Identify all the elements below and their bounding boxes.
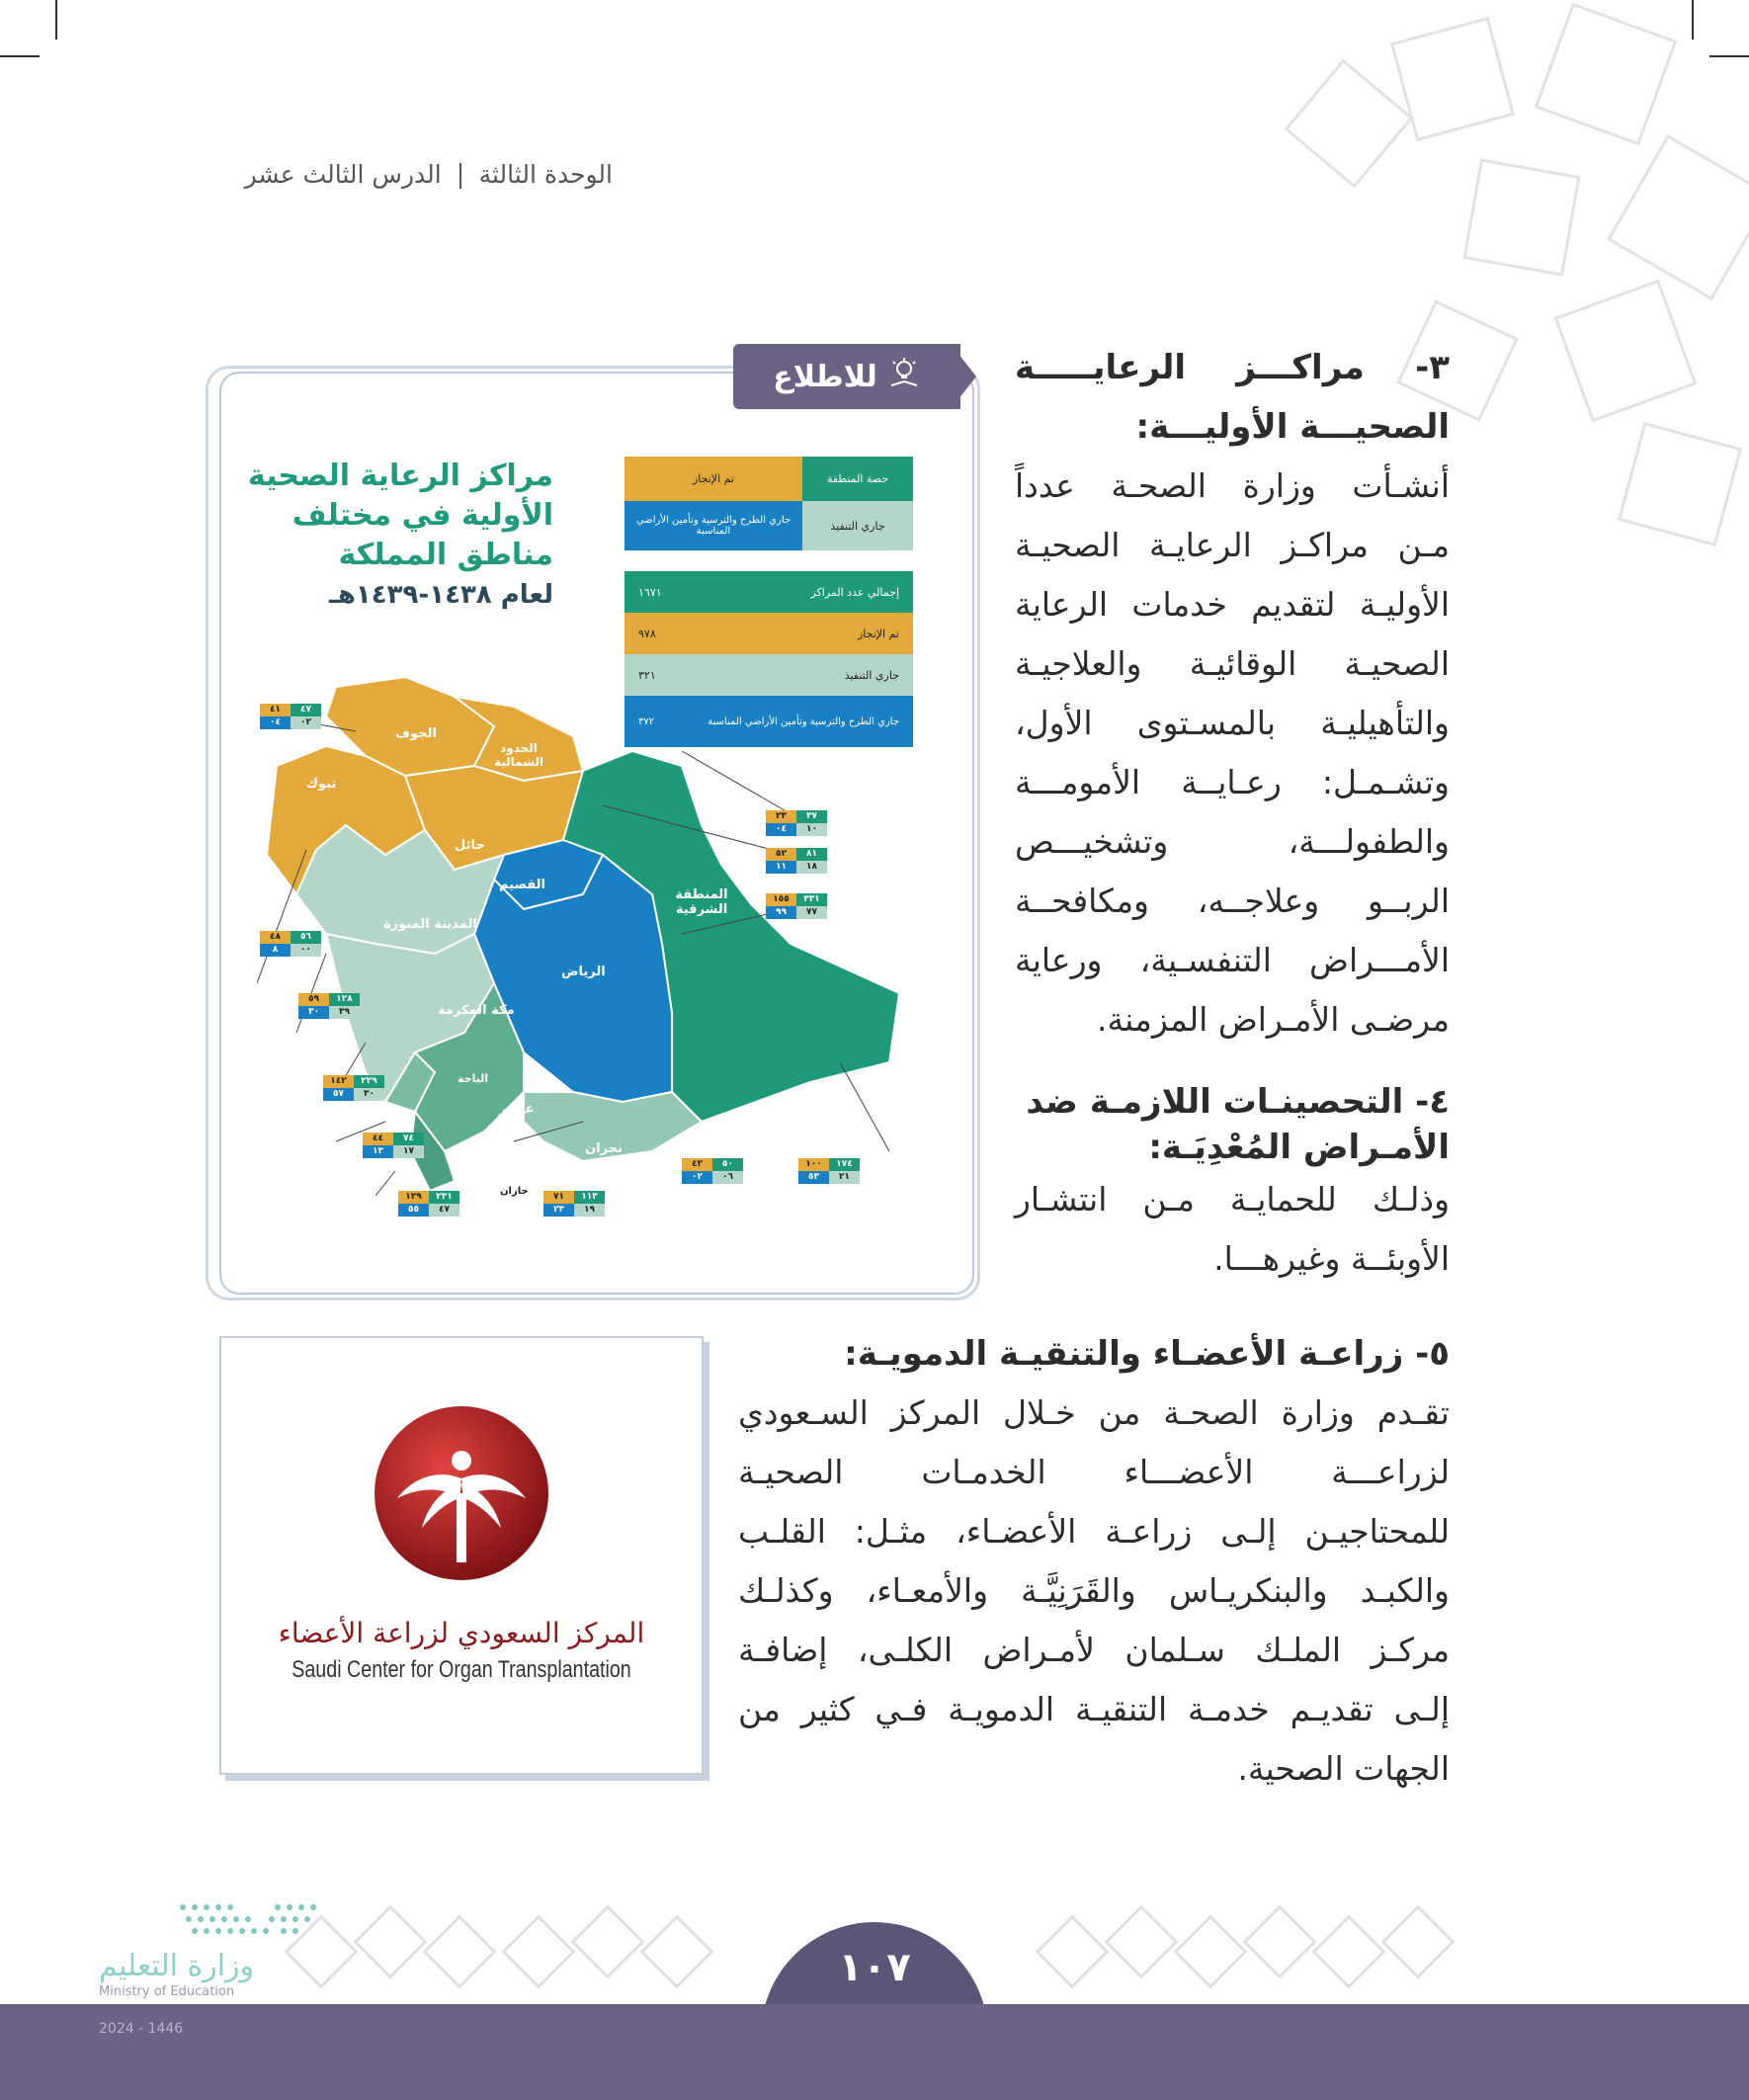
- section-3-title: الصحيـــة الأوليـــة:: [1135, 407, 1450, 447]
- stat-cell: ٣٣١: [796, 893, 827, 906]
- stat-cell: ١٧: [393, 1145, 424, 1158]
- paragraph-line: الصحيـة الوقائيـة والعلاجيـة: [1015, 644, 1450, 683]
- stat-cell: ٠٢: [682, 1171, 712, 1184]
- unit-label: الوحدة الثالثة: [478, 160, 613, 189]
- region-stat-box: [298, 993, 360, 1019]
- region-label-baha: الباحة: [458, 1072, 489, 1085]
- stat-cell: ٣٩: [329, 1006, 360, 1019]
- crop-mark: [0, 55, 40, 57]
- logo-arabic-text: المركز السعودي لزراعة الأعضاء: [278, 1617, 645, 1649]
- lesson-label: الدرس الثالث عشر: [244, 160, 442, 189]
- stat-cell: ٥٠: [712, 1158, 743, 1171]
- crop-mark: [55, 0, 57, 40]
- stat-cell: ١١٣: [574, 1191, 605, 1204]
- region-label-jazan: جازان: [500, 1186, 529, 1197]
- region-label-najran: نجران: [585, 1141, 623, 1156]
- map-title-line: مناطق المملكة: [338, 538, 553, 572]
- map-year: لعام ١٤٣٨-١٤٣٩هـ: [329, 580, 553, 610]
- stat-cell: ١٧٤: [829, 1158, 860, 1171]
- section-5-title: ٥- زراعـة الأعضـاء والتنقيـة الدمويـة:: [844, 1334, 1450, 1374]
- total-value: ١٦٧١: [638, 585, 662, 599]
- total-label: تم الإنجاز: [857, 627, 899, 640]
- stat-cell: ٠٢: [291, 716, 321, 729]
- region-stat-box: [323, 1075, 384, 1101]
- total-row: [625, 571, 913, 613]
- map-title-line: الأولية في مختلف: [292, 498, 553, 533]
- ministry-name: وزارة التعليم: [99, 1949, 255, 1983]
- stat-cell: ١٤٢: [323, 1075, 354, 1088]
- stat-cell: ٣٠: [354, 1088, 384, 1101]
- paragraph-line: للمحتاجيـن إلـى زراعـة الأعضـاء، مثـل: القلـب: [738, 1512, 1450, 1551]
- stat-cell: ٠٤: [766, 823, 796, 836]
- region-label-asir: عسير: [499, 1102, 535, 1117]
- stat-cell: ٢١: [829, 1171, 860, 1184]
- section-3: [1015, 338, 1450, 1050]
- total-label: جاري التنفيذ: [844, 668, 899, 682]
- paragraph-line: الأمـــراض التنفسـية، ورعاية: [1015, 941, 1450, 979]
- organ-center-logo-box: [219, 1336, 704, 1775]
- region-label-eastern: المنطقة الشرقية: [675, 887, 728, 917]
- stat-cell: ١١: [766, 861, 796, 874]
- stat-cell: ١٠٠: [798, 1158, 829, 1171]
- stat-cell: ٨: [260, 944, 291, 957]
- region-label-northern: الحدود الشمالية: [493, 741, 544, 769]
- stat-cell: ٧١: [543, 1191, 574, 1204]
- info-tag-label: للاطلاع: [773, 359, 877, 394]
- stat-cell: ٥٣: [798, 1171, 829, 1184]
- footer-bar: [0, 2004, 1749, 2100]
- section-4: [1015, 1079, 1450, 1289]
- total-value: ٩٧٨: [638, 627, 656, 640]
- section-4-title: الأمـراض المُعْدِيَـة:: [1148, 1128, 1450, 1167]
- region-stat-box: [260, 931, 321, 957]
- stat-cell: ٤٧: [291, 704, 321, 716]
- stat-cell: ٠٤: [260, 716, 291, 729]
- stat-cell: ٠٠: [291, 944, 321, 957]
- paragraph-line: والطفولـــة، وتشخيـــص: [1015, 822, 1450, 861]
- region-stat-box: [766, 893, 827, 919]
- map-legend: [625, 457, 913, 550]
- page-number: ١٠٧: [838, 1945, 911, 1990]
- stat-cell: ٤٨: [260, 931, 291, 944]
- stat-cell: ١٢٨: [329, 993, 360, 1006]
- stat-cell: ٥٢: [766, 848, 796, 861]
- info-tag: [733, 344, 960, 409]
- stat-cell: ١٩: [574, 1204, 605, 1217]
- region-stat-box: [260, 704, 321, 729]
- total-value: ٣٧٢: [638, 715, 655, 727]
- ministry-dots-icon: [173, 1897, 331, 1947]
- region-label-tabuk: تبوك: [306, 777, 337, 792]
- region-stat-box: [798, 1158, 860, 1184]
- stat-cell: ٠٦: [712, 1171, 743, 1184]
- stat-cell: ٤١: [260, 704, 291, 716]
- paragraph-line: والتأهيليـة بالمسـتوى الأول،: [1015, 704, 1450, 742]
- stat-cell: ٢٣: [543, 1204, 574, 1217]
- total-label: إجمالي عدد المراكز: [810, 585, 899, 599]
- logo-english-text: Saudi Center for Organ Transplantation: [292, 1656, 631, 1683]
- stat-cell: ٩٩: [766, 906, 796, 919]
- paragraph-line: وتشـمـل: رعـايــة الأمومـــة: [1015, 763, 1450, 801]
- stat-cell: ٧٤: [393, 1133, 424, 1145]
- region-stat-box: [398, 1191, 459, 1217]
- region-label-hail: حائل: [455, 838, 485, 853]
- legend-tender: جاري الطرح والترسية وتأمين الأراضي المناسبة: [625, 501, 802, 550]
- region-stat-box: [766, 810, 827, 836]
- running-header: [245, 160, 613, 189]
- paragraph-line: مرضـى الأمـراض المزمنة.: [1097, 1000, 1450, 1039]
- region-label-madinah: المدينة المنورة: [383, 917, 477, 932]
- region-stat-box: [543, 1191, 605, 1217]
- paragraph-line: الأوليـة لتقديم خدمات الرعاية: [1015, 585, 1450, 624]
- paragraph-line: الربــو وعلاجــه، ومكافحــة: [1015, 882, 1450, 920]
- legend-done: تم الإنجاز: [625, 457, 802, 501]
- stat-cell: ٣٧: [796, 810, 827, 823]
- paragraph-line: والكبـد والبنكريـاس والقَرَنِيَّـة والأمعـاء، وكذلـك: [738, 1571, 1450, 1610]
- stat-cell: ١٥٥: [766, 893, 796, 906]
- paragraph-line: الجهات الصحية.: [1237, 1749, 1450, 1788]
- region-label-qassim: القصيم: [499, 878, 546, 892]
- region-stat-box: [363, 1133, 424, 1158]
- region-stat-box: [766, 848, 827, 874]
- region-label-makkah: مكة المكرمة: [438, 1003, 515, 1018]
- stat-cell: ٥٧: [323, 1088, 354, 1101]
- region-stat-box: [682, 1158, 743, 1184]
- paragraph-line: مركـز الملـك سـلمان لأمـراض الكلـى، إضافـة: [738, 1631, 1450, 1669]
- paragraph-line: الأوبئــة وغيرهـــا.: [1213, 1239, 1450, 1278]
- section-4-title: ٤- التحصينـات اللازمـة ضد: [1026, 1082, 1450, 1122]
- region-label-riyadh: الرياض: [561, 965, 606, 979]
- region-label-jouf: الجوف: [395, 726, 437, 741]
- map-title: [227, 457, 553, 615]
- total-label: جاري الطرح والترسية وتأمين الأراضي المناسبة: [708, 715, 899, 727]
- ministry-name-en: Ministry of Education: [99, 1984, 235, 1999]
- map-title-line: مراكز الرعاية الصحية: [247, 459, 553, 493]
- paragraph-line: تقـدم وزارة الصحـة من خـلال المركز السـعودي: [738, 1393, 1450, 1432]
- palm-emblem-icon: [368, 1399, 555, 1587]
- section-5: [738, 1324, 1450, 1799]
- stat-cell: ١٢٩: [398, 1191, 429, 1204]
- stat-cell: ١٣: [363, 1145, 393, 1158]
- stat-cell: ٢٢٩: [354, 1075, 384, 1088]
- stat-cell: ٥٩: [298, 993, 329, 1006]
- header-divider: [459, 163, 461, 189]
- stat-cell: ٧٧: [796, 906, 827, 919]
- stat-cell: ٣٠: [298, 1006, 329, 1019]
- stat-cell: ٢٣١: [429, 1191, 459, 1204]
- paragraph-line: أنشـأت وزارة الصحـة عدداً: [1015, 466, 1450, 505]
- section-3-title: ٣- مراكـــز الرعايـــــة: [1015, 348, 1450, 387]
- stat-cell: ٤٤: [363, 1133, 393, 1145]
- paragraph-line: مـن مراكـز الرعايـة الصحيـة: [1015, 526, 1450, 564]
- info-tag-arrow: [951, 344, 976, 409]
- stat-cell: ١٨: [796, 861, 827, 874]
- total-row: [625, 613, 913, 654]
- paragraph-line: إلـى تقديـم خدمـة التنقيـة الدمويـة فـي كثير من: [738, 1690, 1450, 1728]
- stat-cell: ٥٦: [291, 931, 321, 944]
- legend-share: حصة المنطقة: [802, 457, 913, 501]
- total-value: ٣٢١: [638, 668, 656, 682]
- paragraph-line: لزراعـــة الأعضـــاء الخدمـات الصحيـة: [738, 1453, 1450, 1491]
- stat-cell: ٥٥: [398, 1204, 429, 1217]
- edition-year: 2024 - 1446: [99, 2021, 184, 2037]
- stat-cell: ١٠: [796, 823, 827, 836]
- stat-cell: ٢٣: [766, 810, 796, 823]
- lightbulb-book-icon: [887, 356, 921, 397]
- stat-cell: ٤٢: [682, 1158, 712, 1171]
- saudi-map: [257, 657, 919, 1211]
- stat-cell: ٨١: [796, 848, 827, 861]
- stat-cell: ٤٧: [429, 1204, 459, 1217]
- legend-in-progress: جاري التنفيذ: [802, 501, 913, 550]
- paragraph-line: وذلـك للحمايـة مـن انتشـار: [1015, 1180, 1450, 1218]
